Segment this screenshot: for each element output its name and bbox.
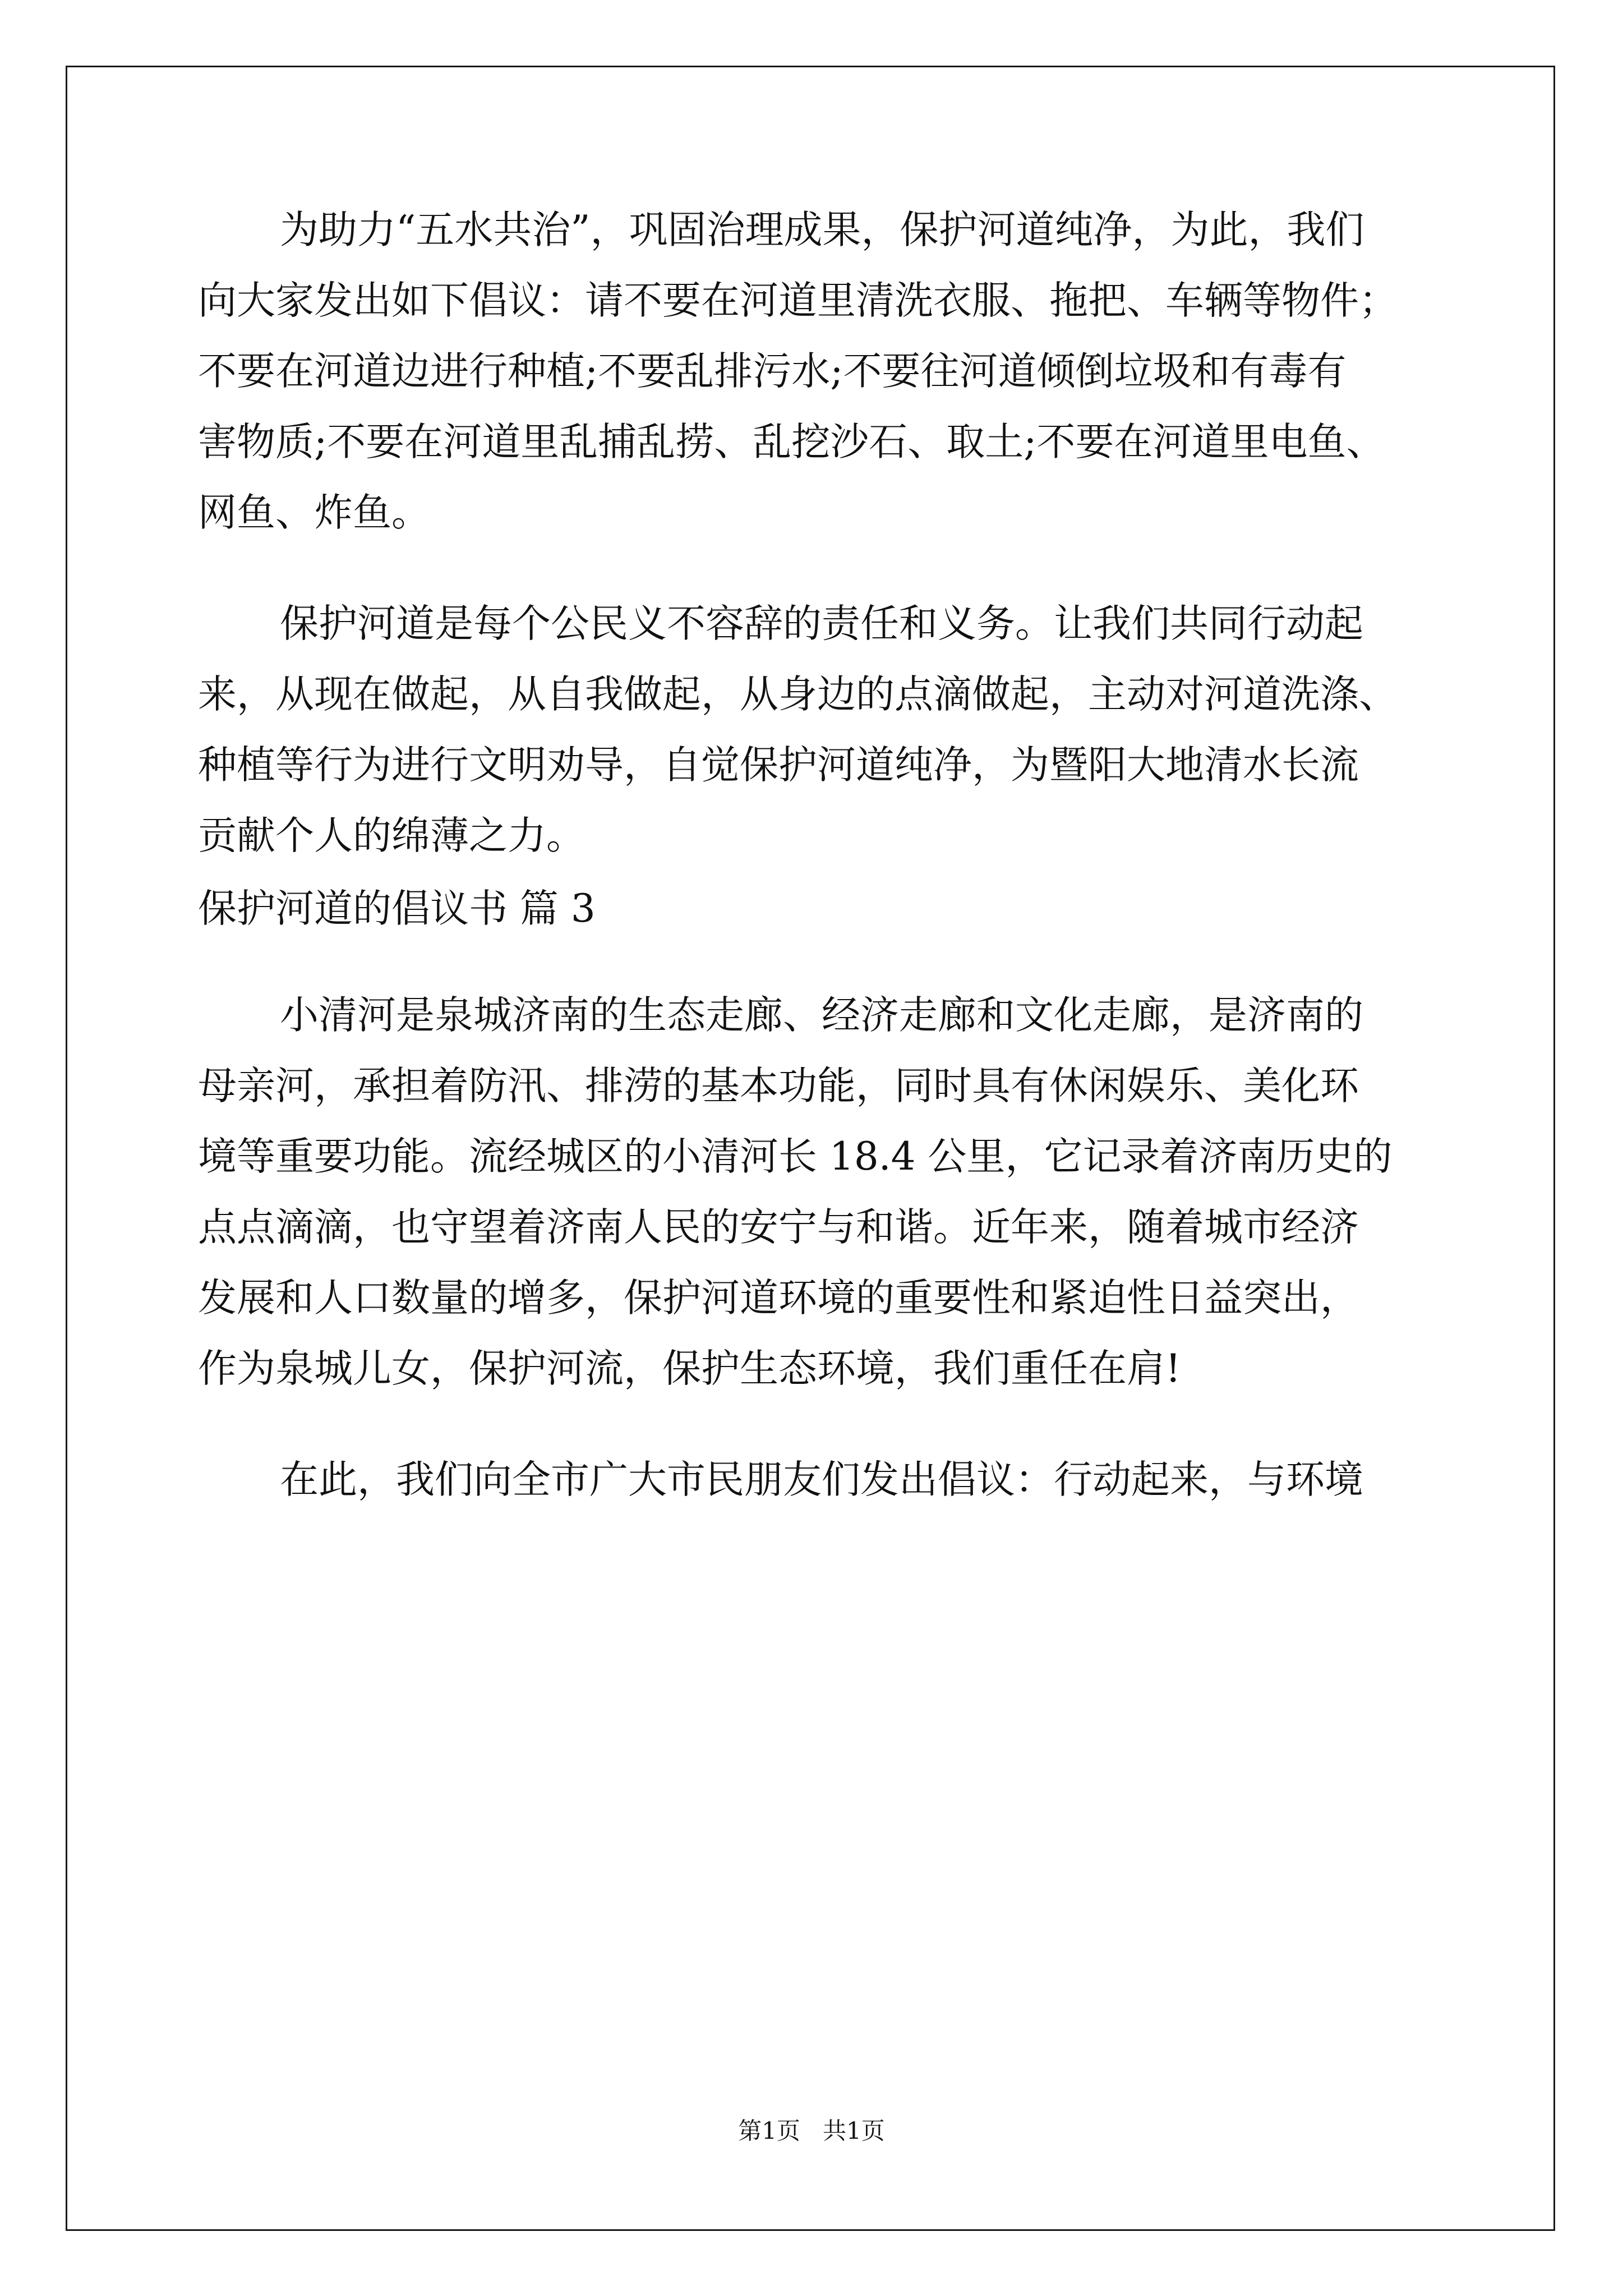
paragraph-line: 发展和人口数量的增多，保护河道环境的重要性和紧迫性日益突出， — [198, 1276, 1359, 1320]
paragraph-line: 贡献个人的绵薄之力。 — [198, 813, 585, 858]
paragraph-line: 母亲河，承担着防汛、排涝的基本功能，同时具有休闲娱乐、美化环 — [198, 1064, 1359, 1108]
section-heading: 保护河道的倡议书 篇 3 — [198, 886, 596, 931]
paragraph-line: 种植等行为进行文明劝导，自觉保护河道纯净，为暨阳大地清水长流 — [198, 743, 1359, 788]
paragraph-line: 为助力“五水共治”，巩固治理成果，保护河道纯净，为此，我们 — [280, 208, 1364, 252]
paragraph-line: 害物质;不要在河道里乱捕乱捞、乱挖沙石、取土;不要在河道里电鱼、 — [198, 420, 1385, 464]
paragraph-line: 来，从现在做起，从自我做起，从身边的点滴做起，主动对河道洗涤、 — [198, 672, 1398, 717]
page-footer: 第1页 共1页 — [738, 2117, 885, 2145]
paragraph-line: 境等重要功能。流经城区的小清河长 18.4 公里，它记录着济南历史的 — [198, 1134, 1393, 1179]
paragraph-line: 不要在河道边进行种植;不要乱排污水;不要往河道倾倒垃圾和有毒有 — [198, 349, 1347, 394]
paragraph-line: 网鱼、炸鱼。 — [198, 490, 430, 535]
paragraph-line: 小清河是泉城济南的生态走廊、经济走廊和文化走廊，是济南的 — [280, 993, 1363, 1038]
paragraph-line: 在此，我们向全市广大市民朋友们发出倡议：行动起来，与环境 — [280, 1457, 1363, 1502]
paragraph-line: 向大家发出如下倡议：请不要在河道里清洗衣服、拖把、车辆等物件； — [198, 278, 1398, 323]
paragraph-line: 作为泉城儿女，保护河流，保护生态环境，我们重任在肩! — [198, 1346, 1181, 1391]
paragraph-line: 保护河道是每个公民义不容辞的责任和义务。让我们共同行动起 — [280, 601, 1363, 646]
paragraph-line: 点点滴滴，也守望着济南人民的安宁与和谐。近年来，随着城市经济 — [198, 1205, 1359, 1250]
